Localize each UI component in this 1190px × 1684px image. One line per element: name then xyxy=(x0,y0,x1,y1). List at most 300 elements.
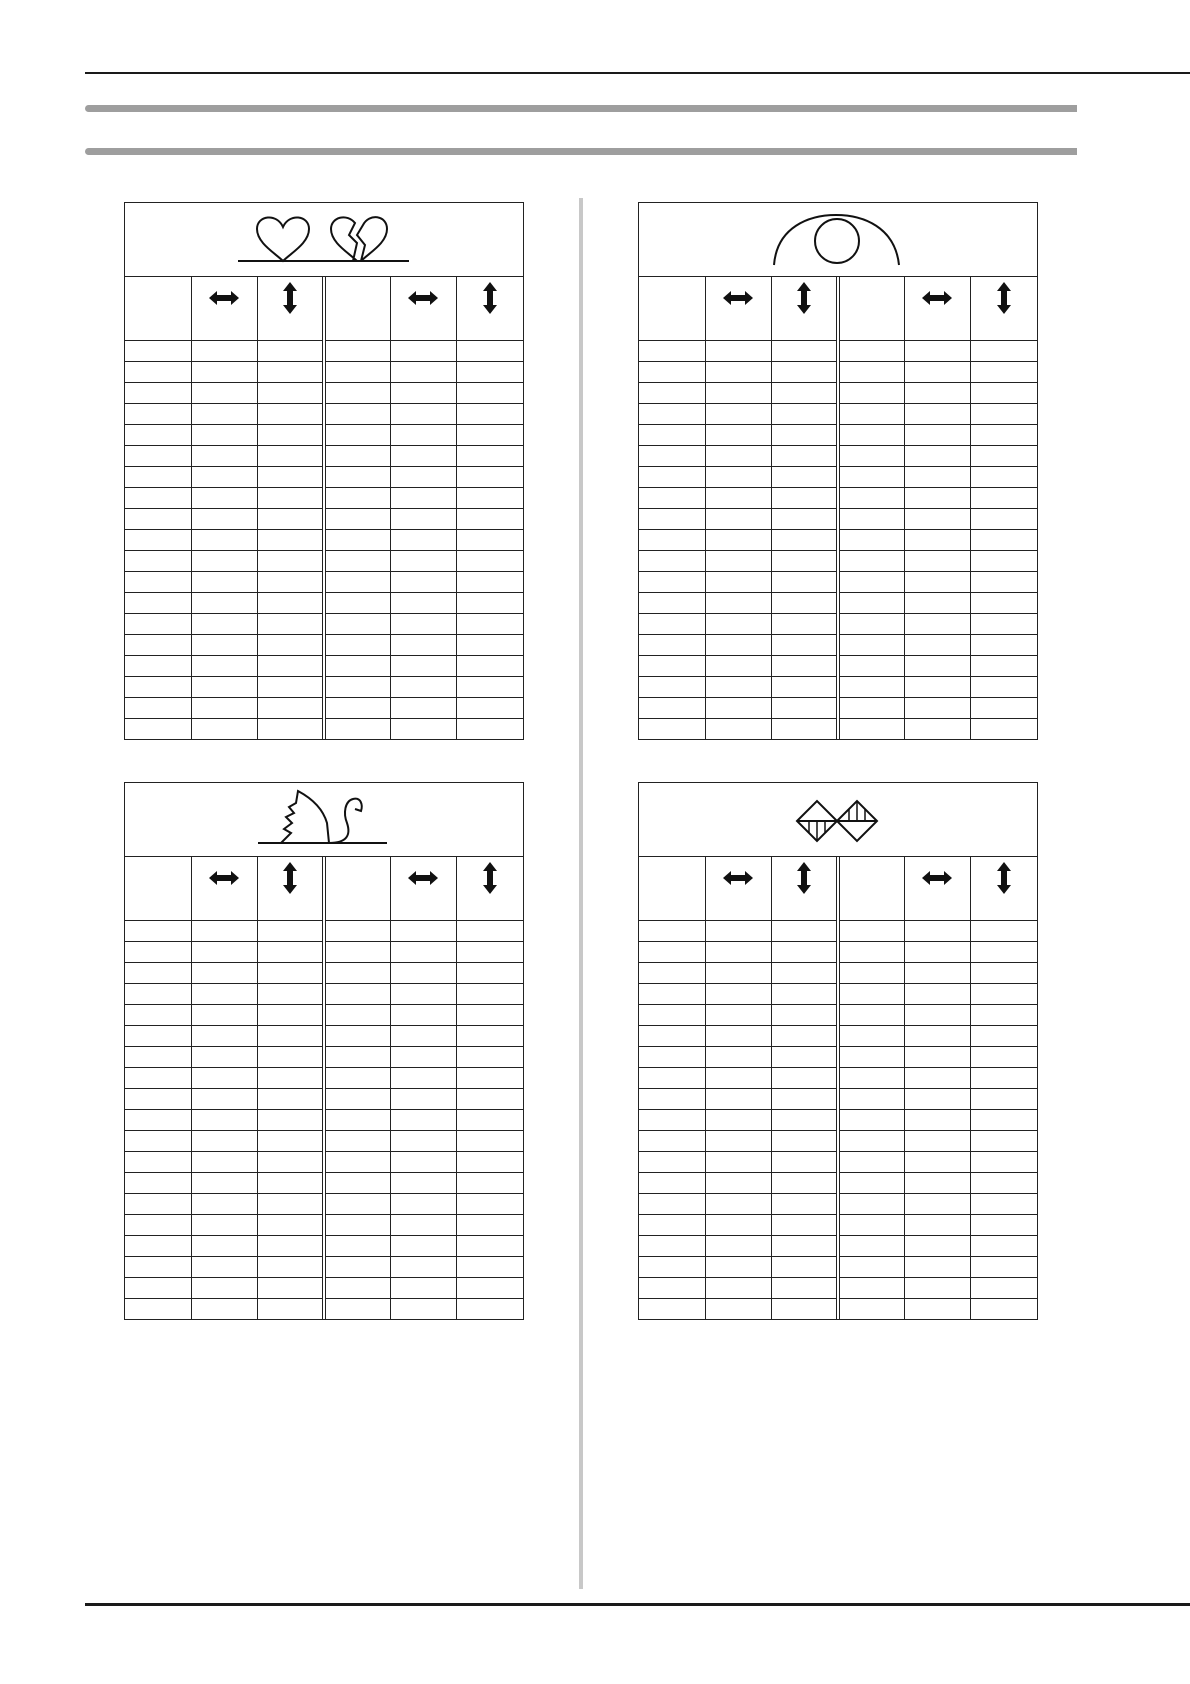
entry-cell[interactable] xyxy=(191,718,257,739)
entry-cell[interactable] xyxy=(258,1172,324,1193)
entry-cell[interactable] xyxy=(971,920,1037,941)
entry-cell[interactable] xyxy=(258,613,324,634)
entry-cell[interactable] xyxy=(258,1151,324,1172)
entry-cell[interactable] xyxy=(125,1109,191,1130)
entry-cell[interactable] xyxy=(705,718,771,739)
entry-cell[interactable] xyxy=(639,983,705,1004)
entry-cell[interactable] xyxy=(191,634,257,655)
entry-cell[interactable] xyxy=(258,1025,324,1046)
entry-cell[interactable] xyxy=(971,1109,1037,1130)
entry-cell[interactable] xyxy=(904,718,970,739)
entry-cell[interactable] xyxy=(457,592,523,613)
entry-cell[interactable] xyxy=(904,508,970,529)
entry-cell[interactable] xyxy=(390,592,456,613)
entry-cell[interactable] xyxy=(457,1214,523,1235)
entry-cell[interactable] xyxy=(904,1088,970,1109)
entry-cell[interactable] xyxy=(838,1067,904,1088)
entry-cell[interactable] xyxy=(390,1109,456,1130)
entry-cell[interactable] xyxy=(772,571,838,592)
entry-cell[interactable] xyxy=(258,1277,324,1298)
entry-cell[interactable] xyxy=(324,1235,390,1256)
entry-cell[interactable] xyxy=(390,529,456,550)
entry-cell[interactable] xyxy=(838,962,904,983)
entry-cell[interactable] xyxy=(639,676,705,697)
entry-cell[interactable] xyxy=(457,403,523,424)
entry-cell[interactable] xyxy=(125,1193,191,1214)
entry-cell[interactable] xyxy=(258,1046,324,1067)
entry-cell[interactable] xyxy=(971,899,1037,920)
entry-cell[interactable] xyxy=(639,571,705,592)
entry-cell[interactable] xyxy=(390,920,456,941)
entry-cell[interactable] xyxy=(191,550,257,571)
entry-cell[interactable] xyxy=(324,529,390,550)
entry-cell[interactable] xyxy=(324,983,390,1004)
entry-cell[interactable] xyxy=(191,655,257,676)
entry-cell[interactable] xyxy=(457,1067,523,1088)
entry-cell[interactable] xyxy=(191,340,257,361)
entry-cell[interactable] xyxy=(971,1088,1037,1109)
entry-cell[interactable] xyxy=(390,613,456,634)
entry-cell[interactable] xyxy=(390,1214,456,1235)
entry-cell[interactable] xyxy=(457,655,523,676)
entry-cell[interactable] xyxy=(639,1109,705,1130)
entry-cell[interactable] xyxy=(390,508,456,529)
entry-cell[interactable] xyxy=(457,1298,523,1319)
entry-cell[interactable] xyxy=(705,592,771,613)
entry-cell[interactable] xyxy=(324,1298,390,1319)
entry-cell[interactable] xyxy=(324,941,390,962)
entry-cell[interactable] xyxy=(838,550,904,571)
entry-cell[interactable] xyxy=(457,1277,523,1298)
entry-cell[interactable] xyxy=(639,445,705,466)
entry-cell[interactable] xyxy=(772,983,838,1004)
entry-cell[interactable] xyxy=(258,697,324,718)
entry-cell[interactable] xyxy=(457,718,523,739)
entry-cell[interactable] xyxy=(639,361,705,382)
entry-cell[interactable] xyxy=(324,1172,390,1193)
entry-cell[interactable] xyxy=(390,1298,456,1319)
entry-cell[interactable] xyxy=(705,920,771,941)
entry-cell[interactable] xyxy=(838,941,904,962)
entry-cell[interactable] xyxy=(772,676,838,697)
entry-cell[interactable] xyxy=(639,1151,705,1172)
entry-cell[interactable] xyxy=(772,718,838,739)
entry-cell[interactable] xyxy=(457,1256,523,1277)
entry-cell[interactable] xyxy=(772,1277,838,1298)
entry-cell[interactable] xyxy=(125,1046,191,1067)
entry-cell[interactable] xyxy=(457,382,523,403)
entry-cell[interactable] xyxy=(772,1172,838,1193)
entry-cell[interactable] xyxy=(838,361,904,382)
entry-cell[interactable] xyxy=(904,613,970,634)
entry-cell[interactable] xyxy=(258,445,324,466)
entry-cell[interactable] xyxy=(904,424,970,445)
entry-cell[interactable] xyxy=(258,1088,324,1109)
entry-cell[interactable] xyxy=(125,445,191,466)
entry-cell[interactable] xyxy=(125,1130,191,1151)
entry-cell[interactable] xyxy=(125,529,191,550)
entry-cell[interactable] xyxy=(324,424,390,445)
entry-cell[interactable] xyxy=(904,1109,970,1130)
entry-cell[interactable] xyxy=(125,1172,191,1193)
entry-cell[interactable] xyxy=(390,550,456,571)
entry-cell[interactable] xyxy=(772,941,838,962)
entry-cell[interactable] xyxy=(838,1172,904,1193)
entry-cell[interactable] xyxy=(390,1004,456,1025)
entry-cell[interactable] xyxy=(971,613,1037,634)
entry-cell[interactable] xyxy=(390,1067,456,1088)
entry-cell[interactable] xyxy=(191,1004,257,1025)
entry-cell[interactable] xyxy=(457,1130,523,1151)
entry-cell[interactable] xyxy=(324,1214,390,1235)
entry-cell[interactable] xyxy=(125,1235,191,1256)
entry-cell[interactable] xyxy=(457,983,523,1004)
entry-cell[interactable] xyxy=(904,382,970,403)
entry-cell[interactable] xyxy=(904,592,970,613)
entry-cell[interactable] xyxy=(639,697,705,718)
entry-cell[interactable] xyxy=(258,1214,324,1235)
entry-cell[interactable] xyxy=(772,1298,838,1319)
entry-cell[interactable] xyxy=(191,1277,257,1298)
entry-cell[interactable] xyxy=(705,983,771,1004)
entry-cell[interactable] xyxy=(904,920,970,941)
entry-cell[interactable] xyxy=(838,1256,904,1277)
entry-cell[interactable] xyxy=(390,1046,456,1067)
entry-cell[interactable] xyxy=(904,941,970,962)
entry-cell[interactable] xyxy=(191,613,257,634)
entry-cell[interactable] xyxy=(971,340,1037,361)
entry-cell[interactable] xyxy=(705,1193,771,1214)
entry-cell[interactable] xyxy=(639,941,705,962)
entry-cell[interactable] xyxy=(705,529,771,550)
entry-cell[interactable] xyxy=(971,1172,1037,1193)
entry-cell[interactable] xyxy=(772,529,838,550)
entry-cell[interactable] xyxy=(125,676,191,697)
entry-cell[interactable] xyxy=(191,941,257,962)
entry-cell[interactable] xyxy=(390,445,456,466)
entry-cell[interactable] xyxy=(705,382,771,403)
entry-cell[interactable] xyxy=(904,1004,970,1025)
entry-cell[interactable] xyxy=(457,319,523,340)
entry-cell[interactable] xyxy=(971,319,1037,340)
entry-cell[interactable] xyxy=(191,319,257,340)
entry-cell[interactable] xyxy=(125,697,191,718)
entry-cell[interactable] xyxy=(639,1193,705,1214)
entry-cell[interactable] xyxy=(390,466,456,487)
entry-cell[interactable] xyxy=(772,424,838,445)
entry-cell[interactable] xyxy=(772,487,838,508)
entry-cell[interactable] xyxy=(904,1235,970,1256)
entry-cell[interactable] xyxy=(904,962,970,983)
entry-cell[interactable] xyxy=(705,697,771,718)
entry-cell[interactable] xyxy=(838,1025,904,1046)
entry-cell[interactable] xyxy=(971,571,1037,592)
entry-cell[interactable] xyxy=(971,487,1037,508)
entry-cell[interactable] xyxy=(324,613,390,634)
entry-cell[interactable] xyxy=(258,1235,324,1256)
entry-cell[interactable] xyxy=(772,466,838,487)
entry-cell[interactable] xyxy=(971,592,1037,613)
entry-cell[interactable] xyxy=(971,634,1037,655)
entry-cell[interactable] xyxy=(390,655,456,676)
entry-cell[interactable] xyxy=(838,403,904,424)
entry-cell[interactable] xyxy=(904,466,970,487)
entry-cell[interactable] xyxy=(904,487,970,508)
entry-cell[interactable] xyxy=(904,571,970,592)
entry-cell[interactable] xyxy=(838,1088,904,1109)
entry-cell[interactable] xyxy=(258,508,324,529)
entry-cell[interactable] xyxy=(191,1109,257,1130)
entry-cell[interactable] xyxy=(191,1193,257,1214)
entry-cell[interactable] xyxy=(390,1151,456,1172)
entry-cell[interactable] xyxy=(904,340,970,361)
entry-cell[interactable] xyxy=(838,1004,904,1025)
entry-cell[interactable] xyxy=(639,319,705,340)
entry-cell[interactable] xyxy=(838,319,904,340)
entry-cell[interactable] xyxy=(639,1004,705,1025)
entry-cell[interactable] xyxy=(772,655,838,676)
entry-cell[interactable] xyxy=(705,319,771,340)
entry-cell[interactable] xyxy=(838,529,904,550)
entry-cell[interactable] xyxy=(705,1214,771,1235)
entry-cell[interactable] xyxy=(639,592,705,613)
entry-cell[interactable] xyxy=(838,1277,904,1298)
entry-cell[interactable] xyxy=(324,1088,390,1109)
entry-cell[interactable] xyxy=(324,676,390,697)
entry-cell[interactable] xyxy=(639,920,705,941)
entry-cell[interactable] xyxy=(324,571,390,592)
entry-cell[interactable] xyxy=(390,340,456,361)
entry-cell[interactable] xyxy=(258,1298,324,1319)
entry-cell[interactable] xyxy=(772,340,838,361)
entry-cell[interactable] xyxy=(324,319,390,340)
entry-cell[interactable] xyxy=(125,466,191,487)
entry-cell[interactable] xyxy=(838,676,904,697)
entry-cell[interactable] xyxy=(191,899,257,920)
entry-cell[interactable] xyxy=(772,613,838,634)
entry-cell[interactable] xyxy=(705,1256,771,1277)
entry-cell[interactable] xyxy=(838,382,904,403)
entry-cell[interactable] xyxy=(772,319,838,340)
entry-cell[interactable] xyxy=(772,1151,838,1172)
entry-cell[interactable] xyxy=(639,340,705,361)
entry-cell[interactable] xyxy=(838,983,904,1004)
entry-cell[interactable] xyxy=(457,920,523,941)
entry-cell[interactable] xyxy=(125,962,191,983)
entry-cell[interactable] xyxy=(324,592,390,613)
entry-cell[interactable] xyxy=(838,920,904,941)
entry-cell[interactable] xyxy=(705,571,771,592)
entry-cell[interactable] xyxy=(904,1046,970,1067)
entry-cell[interactable] xyxy=(971,550,1037,571)
entry-cell[interactable] xyxy=(838,697,904,718)
entry-cell[interactable] xyxy=(705,1109,771,1130)
entry-cell[interactable] xyxy=(772,697,838,718)
entry-cell[interactable] xyxy=(971,508,1037,529)
entry-cell[interactable] xyxy=(258,1067,324,1088)
entry-cell[interactable] xyxy=(904,1256,970,1277)
entry-cell[interactable] xyxy=(772,1067,838,1088)
entry-cell[interactable] xyxy=(191,1088,257,1109)
entry-cell[interactable] xyxy=(772,1046,838,1067)
entry-cell[interactable] xyxy=(639,382,705,403)
entry-cell[interactable] xyxy=(258,424,324,445)
entry-cell[interactable] xyxy=(904,1130,970,1151)
entry-cell[interactable] xyxy=(125,487,191,508)
entry-cell[interactable] xyxy=(904,983,970,1004)
entry-cell[interactable] xyxy=(705,962,771,983)
entry-cell[interactable] xyxy=(324,1256,390,1277)
entry-cell[interactable] xyxy=(705,941,771,962)
entry-cell[interactable] xyxy=(838,634,904,655)
entry-cell[interactable] xyxy=(390,1235,456,1256)
entry-cell[interactable] xyxy=(904,1172,970,1193)
entry-cell[interactable] xyxy=(639,403,705,424)
entry-cell[interactable] xyxy=(772,1025,838,1046)
entry-cell[interactable] xyxy=(971,718,1037,739)
entry-cell[interactable] xyxy=(772,361,838,382)
entry-cell[interactable] xyxy=(324,445,390,466)
entry-cell[interactable] xyxy=(904,899,970,920)
entry-cell[interactable] xyxy=(639,718,705,739)
entry-cell[interactable] xyxy=(838,424,904,445)
entry-cell[interactable] xyxy=(390,697,456,718)
entry-cell[interactable] xyxy=(324,340,390,361)
entry-cell[interactable] xyxy=(457,613,523,634)
entry-cell[interactable] xyxy=(125,1025,191,1046)
entry-cell[interactable] xyxy=(191,361,257,382)
entry-cell[interactable] xyxy=(639,1172,705,1193)
entry-cell[interactable] xyxy=(772,592,838,613)
entry-cell[interactable] xyxy=(838,1151,904,1172)
entry-cell[interactable] xyxy=(971,1256,1037,1277)
entry-cell[interactable] xyxy=(390,571,456,592)
entry-cell[interactable] xyxy=(191,920,257,941)
entry-cell[interactable] xyxy=(457,1046,523,1067)
entry-cell[interactable] xyxy=(705,1046,771,1067)
entry-cell[interactable] xyxy=(390,634,456,655)
entry-cell[interactable] xyxy=(971,424,1037,445)
entry-cell[interactable] xyxy=(971,941,1037,962)
entry-cell[interactable] xyxy=(904,1214,970,1235)
entry-cell[interactable] xyxy=(639,634,705,655)
entry-cell[interactable] xyxy=(457,1109,523,1130)
entry-cell[interactable] xyxy=(258,634,324,655)
entry-cell[interactable] xyxy=(971,529,1037,550)
entry-cell[interactable] xyxy=(705,1298,771,1319)
entry-cell[interactable] xyxy=(705,1151,771,1172)
entry-cell[interactable] xyxy=(324,1067,390,1088)
entry-cell[interactable] xyxy=(390,718,456,739)
entry-cell[interactable] xyxy=(904,550,970,571)
entry-cell[interactable] xyxy=(971,466,1037,487)
entry-cell[interactable] xyxy=(258,487,324,508)
entry-cell[interactable] xyxy=(324,382,390,403)
entry-cell[interactable] xyxy=(125,1151,191,1172)
entry-cell[interactable] xyxy=(639,1025,705,1046)
entry-cell[interactable] xyxy=(125,1067,191,1088)
entry-cell[interactable] xyxy=(457,508,523,529)
entry-cell[interactable] xyxy=(324,697,390,718)
entry-cell[interactable] xyxy=(904,1067,970,1088)
entry-cell[interactable] xyxy=(457,1235,523,1256)
entry-cell[interactable] xyxy=(772,1004,838,1025)
entry-cell[interactable] xyxy=(838,1214,904,1235)
entry-cell[interactable] xyxy=(324,1277,390,1298)
entry-cell[interactable] xyxy=(971,1046,1037,1067)
entry-cell[interactable] xyxy=(705,1004,771,1025)
entry-cell[interactable] xyxy=(904,634,970,655)
entry-cell[interactable] xyxy=(324,361,390,382)
entry-cell[interactable] xyxy=(191,697,257,718)
entry-cell[interactable] xyxy=(390,487,456,508)
entry-cell[interactable] xyxy=(457,1004,523,1025)
entry-cell[interactable] xyxy=(639,1235,705,1256)
entry-cell[interactable] xyxy=(838,899,904,920)
entry-cell[interactable] xyxy=(258,1109,324,1130)
entry-cell[interactable] xyxy=(390,1193,456,1214)
entry-cell[interactable] xyxy=(772,1130,838,1151)
entry-cell[interactable] xyxy=(971,983,1037,1004)
entry-cell[interactable] xyxy=(705,899,771,920)
entry-cell[interactable] xyxy=(705,550,771,571)
entry-cell[interactable] xyxy=(838,1235,904,1256)
entry-cell[interactable] xyxy=(191,962,257,983)
entry-cell[interactable] xyxy=(390,403,456,424)
entry-cell[interactable] xyxy=(772,382,838,403)
entry-cell[interactable] xyxy=(125,1004,191,1025)
entry-cell[interactable] xyxy=(971,1277,1037,1298)
entry-cell[interactable] xyxy=(191,1235,257,1256)
entry-cell[interactable] xyxy=(191,1046,257,1067)
entry-cell[interactable] xyxy=(639,424,705,445)
entry-cell[interactable] xyxy=(258,1256,324,1277)
entry-cell[interactable] xyxy=(457,466,523,487)
entry-cell[interactable] xyxy=(457,634,523,655)
entry-cell[interactable] xyxy=(191,1298,257,1319)
entry-cell[interactable] xyxy=(772,634,838,655)
entry-cell[interactable] xyxy=(904,1193,970,1214)
entry-cell[interactable] xyxy=(390,382,456,403)
entry-cell[interactable] xyxy=(258,655,324,676)
entry-cell[interactable] xyxy=(971,1214,1037,1235)
entry-cell[interactable] xyxy=(324,920,390,941)
entry-cell[interactable] xyxy=(971,676,1037,697)
entry-cell[interactable] xyxy=(324,1046,390,1067)
entry-cell[interactable] xyxy=(125,655,191,676)
entry-cell[interactable] xyxy=(838,592,904,613)
entry-cell[interactable] xyxy=(191,676,257,697)
entry-cell[interactable] xyxy=(258,920,324,941)
entry-cell[interactable] xyxy=(705,445,771,466)
entry-cell[interactable] xyxy=(457,361,523,382)
entry-cell[interactable] xyxy=(125,1214,191,1235)
entry-cell[interactable] xyxy=(125,319,191,340)
entry-cell[interactable] xyxy=(457,1172,523,1193)
entry-cell[interactable] xyxy=(838,445,904,466)
entry-cell[interactable] xyxy=(639,1256,705,1277)
entry-cell[interactable] xyxy=(258,1004,324,1025)
entry-cell[interactable] xyxy=(324,550,390,571)
entry-cell[interactable] xyxy=(838,340,904,361)
entry-cell[interactable] xyxy=(838,1193,904,1214)
entry-cell[interactable] xyxy=(390,361,456,382)
entry-cell[interactable] xyxy=(639,1214,705,1235)
entry-cell[interactable] xyxy=(258,340,324,361)
entry-cell[interactable] xyxy=(258,319,324,340)
entry-cell[interactable] xyxy=(457,1025,523,1046)
entry-cell[interactable] xyxy=(125,718,191,739)
